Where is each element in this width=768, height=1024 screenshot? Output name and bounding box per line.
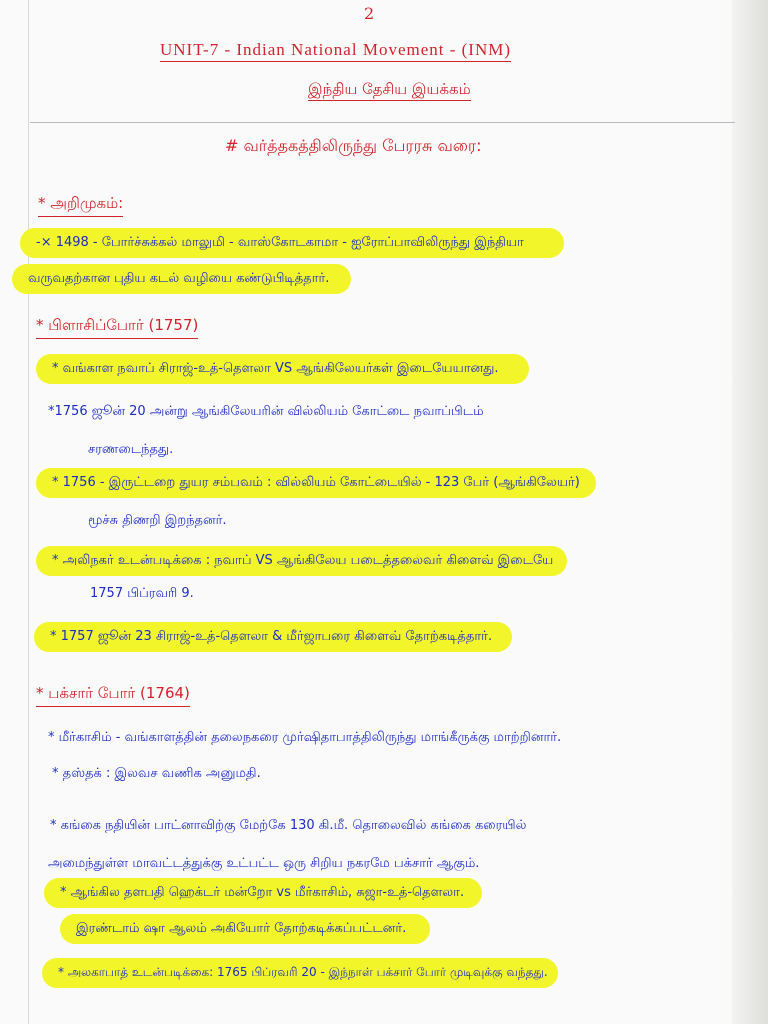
note-line: * ஆங்கில தளபதி ஹெக்டர் மன்றோ vs மீர்காசிம், சுஜா-உத்-தௌலா. (44, 878, 482, 908)
page-edge-shadow (732, 0, 768, 1024)
section-heading-plassey: * பிளாசிப்போர் (1757) (36, 316, 198, 339)
note-line: * வங்காள நவாப் சிராஜ்-உத்-தௌலா VS ஆங்கிலேயர்கள் இடையேயானது. (36, 354, 529, 384)
note-line: * அலகாபாத் உடன்படிக்கை: 1765 பிப்ரவரி 20 - இந்நாள் பக்சார் போர் முடிவுக்கு வந்தது. (42, 958, 558, 988)
note-line: * 1757 ஜூன் 23 சிராஜ்-உத்-தௌலா & மீர்ஜாபரை கிளைவ் தோற்கடித்தார். (34, 622, 512, 652)
note-line: * அலிநகர் உடன்படிக்கை : நவாப் VS ஆங்கிலேய படைத்தலைவர் கிளைவ் இடையே (36, 546, 567, 576)
margin-line (28, 0, 29, 1024)
note-line: அமைந்துள்ள மாவட்டத்துக்கு உட்பட்ட ஒரு சிறிய நகரமே பக்சார் ஆகும். (48, 856, 480, 871)
note-line: வருவதற்கான புதிய கடல் வழியை கண்டுபிடித்தார். (12, 264, 351, 294)
page-title: UNIT-7 - Indian National Movement - (INM) (160, 40, 511, 62)
note-line: *1756 ஜூன் 20 அன்று ஆங்கிலேயரின் வில்லியம் கோட்டை நவாப்பிடம் (48, 404, 484, 419)
page-subtitle: # வர்த்தகத்திலிருந்து பேரரசு வரை: (225, 136, 482, 155)
page-title-tamil: இந்திய தேசிய இயக்கம் (308, 80, 471, 101)
note-line: சரணடைந்தது. (88, 442, 174, 457)
note-line: * தஸ்தக் : இலவச வணிக அனுமதி. (52, 766, 261, 781)
note-line: * மீர்காசிம் - வங்காளத்தின் தலைநகரை முர்ஷிதாபாத்திலிருந்து மாங்கீருக்கு மாற்றினார். (48, 730, 562, 745)
note-line: மூச்சு திணறி இறந்தனர். (88, 513, 227, 528)
note-line: * கங்கை நதியின் பாட்னாவிற்கு மேற்கே 130 கி.மீ. தொலைவில் கங்கை கரையில் (50, 818, 527, 833)
section-heading-introduction: * அறிமுகம்: (38, 194, 123, 217)
note-line: இரண்டாம் ஷா ஆலம் அகியோர் தோற்கடிக்கப்பட்டனர். (60, 914, 430, 944)
note-line: * 1756 - இருட்டறை துயர சம்பவம் : வில்லியம் கோட்டையில் - 123 பேர் (ஆங்கிலேயர்) (36, 468, 596, 498)
section-heading-buxar: * பக்சார் போர் (1764) (36, 684, 190, 707)
note-line: -× 1498 - போர்ச்சுக்கல் மாலுமி - வாஸ்கோடகாமா - ஐரோப்பாவிலிருந்து இந்தியா (20, 228, 564, 258)
note-line: 1757 பிப்ரவரி 9. (90, 586, 194, 601)
page-number: 2 (364, 4, 375, 23)
divider (30, 122, 735, 123)
